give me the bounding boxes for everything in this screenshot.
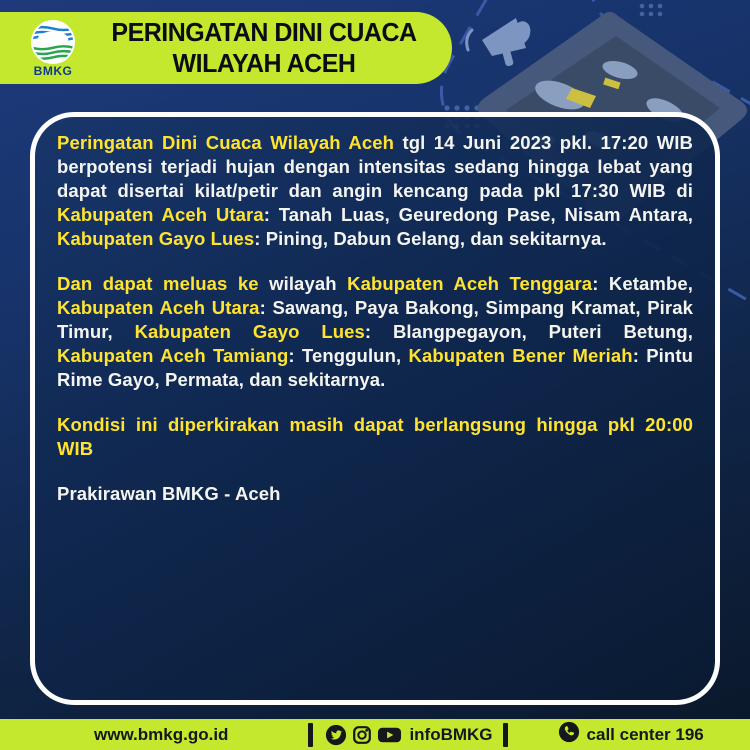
bmkg-logo-icon (30, 19, 76, 65)
highlighted-text: Kabupaten Aceh Tamiang (57, 345, 289, 366)
highlighted-text: Kabupaten Gayo Lues (134, 321, 365, 342)
warning-paragraph (57, 131, 693, 251)
body-text: wilayah (258, 273, 348, 294)
body-text: Prakirawan BMKG - Aceh (57, 483, 281, 504)
body-text: : Pining, Dabun Gelang, dan sekitarnya. (254, 228, 607, 249)
highlighted-text: Kondisi ini diperkirakan masih dapat berlangsung hingga pkl 20:00 WIB (57, 414, 693, 459)
call-center (558, 721, 704, 748)
call-center-label: call center 196 (586, 724, 704, 744)
youtube-icon[interactable] (377, 724, 402, 746)
page-title (84, 17, 452, 79)
bmkg-logo (22, 19, 84, 78)
footer-bar (0, 719, 750, 750)
phone-icon (558, 721, 580, 748)
website-link[interactable]: www.bmkg.go.id (94, 724, 229, 744)
body-text: : Tanah Luas, Geuredong Pase, Nisam Antara, (263, 204, 694, 225)
body-text: : Ketambe, (592, 273, 693, 294)
body-text: : Blangpegayon, Puteri Betung, (364, 321, 694, 342)
warning-panel (30, 112, 720, 705)
warning-paragraph (57, 482, 693, 506)
footer-divider (503, 723, 508, 747)
instagram-icon[interactable] (351, 724, 373, 746)
body-text: : Sawang, Paya Bakong, Simpang Kramat, Pirak Timur, (57, 297, 693, 342)
highlighted-text: Kabupaten Bener Meriah (408, 345, 633, 366)
twitter-icon[interactable] (325, 724, 347, 746)
bmkg-logo-label: BMKG (33, 63, 73, 78)
title-line-2: WILAYAH ACEH (172, 48, 356, 78)
highlighted-text: Kabupaten Aceh Utara (57, 297, 260, 318)
header-banner (0, 12, 452, 84)
social-handle-label: infoBMKG (409, 724, 493, 744)
highlighted-text: Kabupaten Aceh Tenggara (347, 273, 593, 294)
megaphone-icon (482, 18, 534, 67)
footer-divider (308, 723, 313, 747)
warning-paragraph (57, 413, 693, 461)
body-text: : Tenggulun, (288, 345, 409, 366)
body-text: tgl 14 Juni 2023 pkl. 17:20 WIB berpotensi terjadi hujan dengan intensitas sedang hingga lebat yang dapat disertai kilat/petir dan angin kencang pada pkl 17:30 WIB di (57, 132, 693, 201)
highlighted-text: Kabupaten Gayo Lues (57, 228, 255, 249)
title-line-1: PERINGATAN DINI CUACA (111, 17, 417, 47)
warning-text (57, 131, 693, 506)
highlighted-text: Kabupaten Aceh Utara (57, 204, 264, 225)
highlighted-text: Peringatan Dini Cuaca Wilayah Aceh (57, 132, 395, 153)
body-text: : Pintu Rime Gayo, Permata, dan sekitarnya. (57, 345, 693, 390)
highlighted-text: Dan dapat meluas ke (57, 273, 259, 294)
warning-paragraph (57, 272, 693, 392)
